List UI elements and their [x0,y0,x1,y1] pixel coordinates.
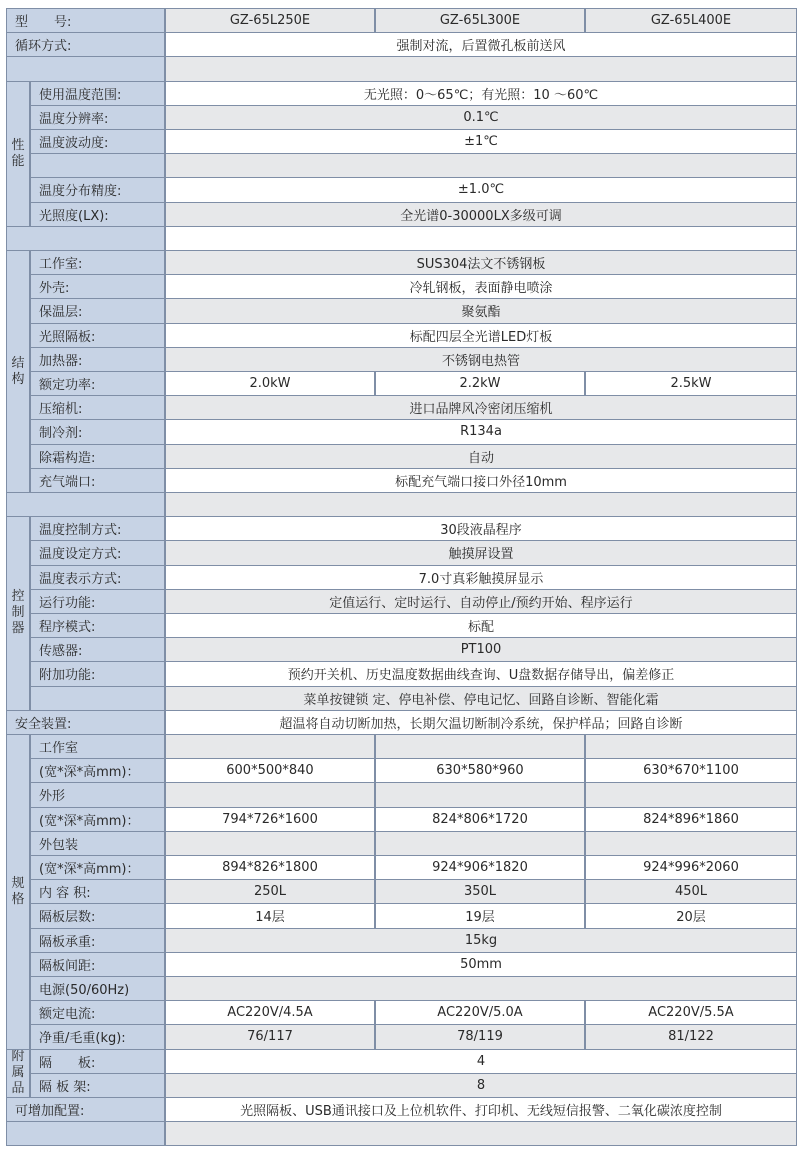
row-label: 型 号: [6,8,165,33]
row-label: 净重/毛重(kg): [30,1024,165,1049]
row-value: 定值运行、定时运行、自动停止/预约开始、程序运行 [165,589,797,614]
row-label: 温度分布精度: [30,177,165,202]
row-label: 光照度(LX): [30,202,165,227]
row-label: (宽*深*高mm)： [30,758,165,783]
row-value: 预约开关机、历史温度数据曲线查询、U盘数据存储导出，偏差修正 [165,661,797,686]
row-value [165,56,797,81]
row-value-col-2 [375,782,585,807]
row-label: 隔板间距: [30,952,165,977]
row-label: 隔 板: [30,1049,165,1074]
row-label: 温度波动度: [30,129,165,154]
row-label: 保温层: [30,298,165,323]
row-value-col-2: 78/119 [375,1024,585,1049]
row-value: 标配 [165,613,797,638]
row-value-col-2 [375,734,585,759]
row-value: 超温将自动切断加热，长期欠温切断制冷系统，保护样品；回路自诊断 [165,710,797,735]
row-value-col-3 [585,831,797,856]
row-label: 加热器: [30,347,165,372]
row-label: 程序模式: [30,613,165,638]
row-value: R134a [165,419,797,444]
row-label: 隔板承重: [30,928,165,953]
row-label: 外形 [30,782,165,807]
row-value-col-3: 2.5kW [585,371,797,396]
row-value-col-1: GZ-65L250E [165,8,375,33]
row-value: 菜单按键锁 定、停电补偿、停电记忆、回路自诊断、智能化霜 [165,686,797,711]
row-value-col-3 [585,782,797,807]
row-value-col-1 [165,734,375,759]
row-value: 光照隔板、USB通讯接口及上位机软件、打印机、无线短信报警、二氧化碳浓度控制 [165,1097,797,1122]
row-value-col-3: 924*996*2060 [585,855,797,880]
row-value: 15kg [165,928,797,953]
row-value: 无光照：0～65℃；有光照：10 ～60℃ [165,81,797,106]
row-label [30,153,165,178]
row-label: 隔 板 架: [30,1073,165,1098]
category-label [6,734,30,1050]
row-value: 进口品牌风冷密闭压缩机 [165,395,797,420]
row-value: 全光谱0-30000LX多级可调 [165,202,797,227]
category-label [6,516,30,711]
row-value-col-1 [165,831,375,856]
row-value [165,1121,797,1146]
row-value-col-3: AC220V/5.5A [585,1000,797,1025]
row-value: 8 [165,1073,797,1098]
category-text: 控制器 [11,589,25,637]
row-value-col-1: AC220V/4.5A [165,1000,375,1025]
row-value: 50mm [165,952,797,977]
row-value-col-2: 2.2kW [375,371,585,396]
row-label: 温度分辨率: [30,105,165,130]
category-text: 性能 [11,137,25,169]
category-text: 结构 [11,355,25,387]
category-label [6,1049,30,1098]
row-label: 外包装 [30,831,165,856]
row-value [165,153,797,178]
row-label: 使用温度范围: [30,81,165,106]
row-label: 运行功能: [30,589,165,614]
row-label: 循环方式: [6,32,165,57]
row-value: 标配四层全光谱LED灯板 [165,323,797,348]
row-value-col-3: 81/122 [585,1024,797,1049]
row-label: 温度表示方式: [30,565,165,590]
row-value-col-3: GZ-65L400E [585,8,797,33]
row-value-col-1: 894*826*1800 [165,855,375,880]
row-value: 4 [165,1049,797,1074]
category-text: 附属品 [11,1049,25,1097]
row-label [30,686,165,711]
row-label: 额定电流: [30,1000,165,1025]
row-label: (宽*深*高mm)： [30,855,165,880]
category-text: 规格 [11,875,25,907]
row-value-col-2 [375,831,585,856]
row-value-col-1: 794*726*1600 [165,807,375,832]
row-label [6,226,165,251]
row-label: 温度设定方式: [30,540,165,565]
row-label: 压缩机: [30,395,165,420]
row-label: 工作室: [30,250,165,275]
row-value: 强制对流，后置微孔板前送风 [165,32,797,57]
row-value: PT100 [165,637,797,662]
row-value-col-2: AC220V/5.0A [375,1000,585,1025]
row-label: 传感器: [30,637,165,662]
row-value: SUS304法文不锈钢板 [165,250,797,275]
row-label: 充气端口: [30,468,165,493]
row-value-col-3: 20层 [585,903,797,928]
row-value-col-2: 924*906*1820 [375,855,585,880]
row-value-col-1: 2.0kW [165,371,375,396]
row-value [165,976,797,1001]
row-value-col-2: 350L [375,879,585,904]
row-label [6,56,165,81]
row-label [6,492,165,517]
row-label: 电源(50/60Hz) [30,976,165,1001]
row-value-col-3: 450L [585,879,797,904]
row-value [165,492,797,517]
row-value-col-1 [165,782,375,807]
row-label: 温度控制方式: [30,516,165,541]
row-label: 附加功能: [30,661,165,686]
row-value-col-1: 250L [165,879,375,904]
row-value: 聚氨酯 [165,298,797,323]
row-value-col-1: 14层 [165,903,375,928]
row-label: 额定功率: [30,371,165,396]
row-value-col-2: 630*580*960 [375,758,585,783]
row-value-col-3 [585,734,797,759]
row-value: 标配充气端口接口外径10mm [165,468,797,493]
row-label: 可增加配置: [6,1097,165,1122]
row-value-col-1: 76/117 [165,1024,375,1049]
row-value-col-3: 630*670*1100 [585,758,797,783]
row-label: 内 容 积: [30,879,165,904]
row-value: 7.0寸真彩触摸屏显示 [165,565,797,590]
row-value-col-2: GZ-65L300E [375,8,585,33]
row-label: (宽*深*高mm)： [30,807,165,832]
category-label [6,250,30,493]
row-value-col-2: 19层 [375,903,585,928]
row-value [165,226,797,251]
row-label: 除霜构造: [30,444,165,469]
row-value-col-1: 600*500*840 [165,758,375,783]
row-label: 制冷剂: [30,419,165,444]
row-label: 安全装置: [6,710,165,735]
row-value-col-2: 824*806*1720 [375,807,585,832]
row-value: 触摸屏设置 [165,540,797,565]
category-label [6,81,30,227]
row-value: 冷轧钢板，表面静电喷涂 [165,274,797,299]
row-value: 自动 [165,444,797,469]
row-label: 光照隔板: [30,323,165,348]
row-value: ±1℃ [165,129,797,154]
row-value: 30段液晶程序 [165,516,797,541]
row-label: 工作室 [30,734,165,759]
row-value-col-3: 824*896*1860 [585,807,797,832]
row-label: 隔板层数: [30,903,165,928]
row-value: 不锈钢电热管 [165,347,797,372]
row-value: ±1.0℃ [165,177,797,202]
row-label: 外壳: [30,274,165,299]
row-label [6,1121,165,1146]
row-value: 0.1℃ [165,105,797,130]
